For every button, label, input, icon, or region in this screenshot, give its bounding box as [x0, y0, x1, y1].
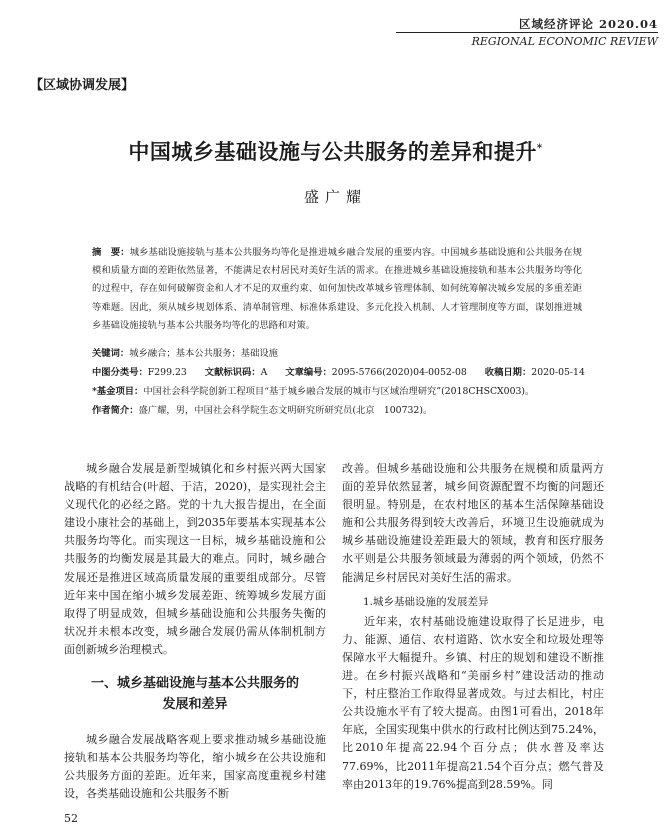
fund-line [92, 385, 592, 399]
received-value: 2020-05-14 [531, 367, 585, 378]
author-bio-label: 作者简介： [92, 405, 139, 416]
received-label: 收稿日期： [484, 367, 532, 378]
author-name: 盛广耀 [303, 188, 367, 206]
article-no-label: 文章编号： [285, 367, 332, 378]
journal-name-en: REGIONAL ECONOMIC REVIEW [471, 35, 658, 48]
journal-name-cn: 区域经济评论 2020.04 [518, 17, 658, 31]
clc-value: F299.23 [147, 367, 187, 378]
paper-title [0, 136, 671, 166]
keywords-label: 关键词： [92, 348, 130, 359]
left-paragraph-1: 城乡融合发展是新型城镇化和乡村振兴两大国家战略的有机结合(叶超、于洁，2020)，是实现社会主义现代化的必经之路。党的十九大报告提出，在全面建设小康社会的基础上，到2035年要基本实现基本公共服务均等化。而实现这一目标，城乡基础设施和公共服务的均衡发展是其最大的难点。同时，城乡融合发展还是推进区域高质量发展的重要组成部分。尽管近年来中国在缩小城乡发展差距、统筹城乡发展方面取得了明显成效，但城乡基础设施和公共服务失衡的状况并未根本改变，城乡融合发展仍需从体制机制方面创新城乡治理模式。 [64, 462, 326, 656]
doc-code-label: 文献标识码： [204, 367, 261, 378]
abstract-label: 摘 要： [92, 247, 130, 258]
author-bio-text: 盛广耀，男，中国社会科学院生态文明研究所研究员(北京 100732)。 [138, 405, 433, 416]
article-no-value: 2095-5766(2020)04-0052-08 [331, 367, 467, 378]
abstract [92, 244, 582, 335]
body-left-column [64, 460, 326, 803]
keywords [92, 347, 592, 361]
paper-title-text: 中国城乡基础设施与公共服务的差异和提升 [128, 139, 537, 164]
right-paragraph-1: 改善。但城乡基础设施和公共服务在规模和质量两方面的差异依然显著，城乡间资源配置不均衡的问题还很明显。特别是，在农村地区的基本生活保障基础设施和公共服务得到较大改善后，环境卫生设施就成为城乡基础设施建设差距最大的领域，教育和医疗服务水平则是公共服务领域最为薄弱的两个领域，仍然不能满足乡村居民对美好生活的需求。 [342, 462, 604, 584]
title-footnote-mark: * [536, 143, 543, 154]
classification-line [92, 366, 592, 380]
fund-label: *基金项目： [92, 386, 144, 397]
left-paragraph-2: 城乡融合发展战略客观上要求推动城乡基础设施接轨和基本公共服务均等化，缩小城乡在公共设施和公共服务方面的差距。近年来，国家高度重视乡村建设，各类基础设施和公共服务不断 [64, 733, 326, 801]
doc-code-value: A [260, 367, 268, 378]
author-bio-line [92, 404, 592, 418]
section-tag: 【区域协调发展】 [30, 78, 135, 93]
section-heading-1-line2: 发展和差异 [162, 697, 228, 713]
section-heading-1 [64, 673, 326, 715]
page-number: 52 [64, 812, 78, 825]
right-paragraph-2: 近年来，农村基础设施建设取得了长足进步，电力、能源、通信、农村道路、饮水安全和垃圾处理等保障水平大幅提升。乡镇、村庄的规划和建设不断推进。在乡村振兴战略和“美丽乡村”建设活动的推动下，村庄整治工作取得显著成效。与过去相比，村庄公共设施水平有了较大提高。由图1可看出，2018年年底，全国实现集中供水的行政村比例达到75.24%，比2010年提高22.94个百分点；供水普及率达77.69%，比2011年提高21.54个百分点；燃气普及率由2013年的19.76%提高到28.59%。同 [342, 614, 604, 791]
body-right-column [342, 460, 604, 794]
section-heading-1-line1: 一、城乡基础设施与基本公共服务的 [90, 676, 299, 692]
abstract-text: 城乡基础设施接轨与基本公共服务均等化是推进城乡融合发展的重要内容。中国城乡基础设施和公共服务在规模和质量方面的差距依然显著，不能满足农村居民对美好生活的需求。在推进城乡基础设施接轨和基本公共服务均等化的过程中，存在如何破解资金和人才不足的双重约束、如何加快改革城乡管理体制、如何统筹解决城乡发展的多重差距等难题。因此，须从城乡规划体系、清单制管理、标准体系建设、多元化投入机制、人才管理制度等方面，谋划推进城乡基础设施接轨与基本公共服务均等化的思路和对策。 [92, 247, 582, 331]
subsection-heading-1: 1.城乡基础设施的发展差异 [363, 595, 489, 608]
keywords-text: 城乡融合；基本公共服务；基础设施 [129, 348, 278, 359]
fund-text: 中国社会科学院创新工程项目“基于城乡融合发展的城市与区域治理研究”(2018CHSCX003)。 [143, 386, 535, 397]
clc-label: 中图分类号： [92, 367, 148, 378]
header-divider [396, 32, 658, 33]
